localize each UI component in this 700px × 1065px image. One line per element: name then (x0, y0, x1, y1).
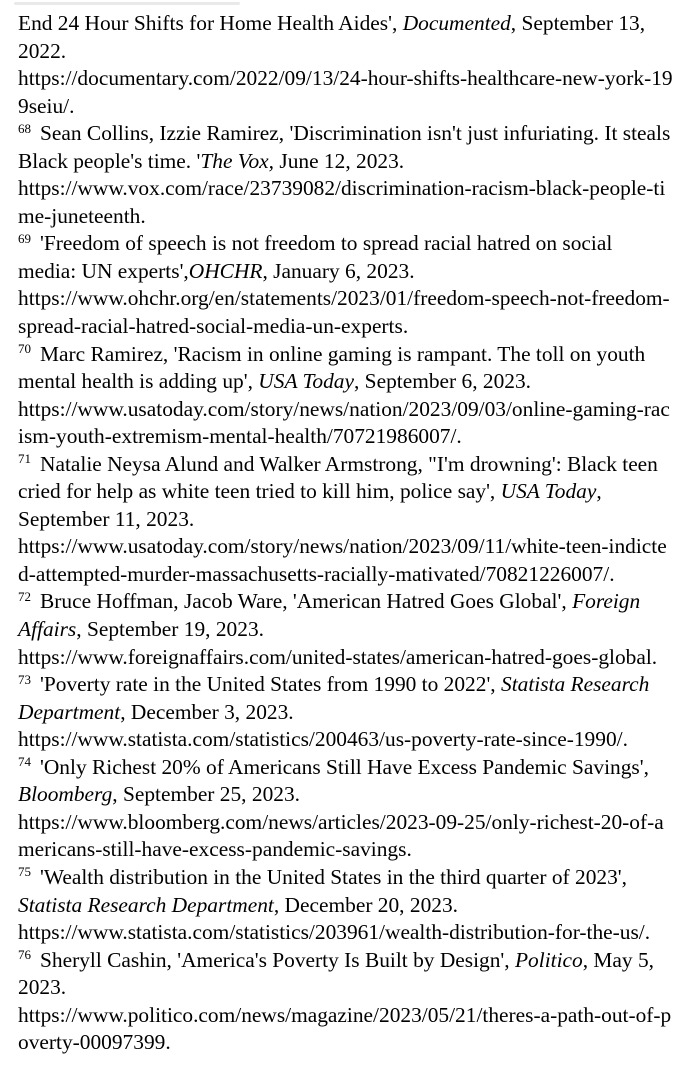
citation-source-name: Statista Research Department (18, 892, 274, 917)
citation-text: , September 11, 2023. (18, 479, 602, 531)
citation-text: Sheryll Cashin, 'America's Poverty Is Built by Design', (40, 947, 515, 972)
citation-source-name: Documented (402, 11, 511, 35)
citation-source-name: OHCHR (188, 258, 263, 283)
citation-text: 'Poverty rate in the United States from 1990 to 2022', (40, 672, 501, 697)
citation-url: https://www.statista.com/statistics/200463/us-poverty-rate-since-1990/. (18, 727, 628, 752)
footnote-number: 75 (18, 864, 31, 880)
citation-url: https://www.usatoday.com/story/news/nation/2023/09/03/online-gaming-racism-youth-extremism-mental-health/70721986007/. (18, 396, 670, 449)
citation (18, 864, 673, 947)
citation (18, 451, 673, 589)
citation-text: Sean Collins, Izzie Ramirez, 'Discrimination isn't just infuriating. It steals Black people's time. ' (18, 121, 671, 173)
citation-text: , December 3, 2023. (120, 699, 294, 724)
citation-text: , September 6, 2023. (353, 369, 532, 394)
footnote-number: 73 (18, 671, 31, 687)
citation-text: Natalie Neysa Alund and Walker Armstrong, "I'm drowning': Black teen cried for help as white teen tried to kill him, police say', (18, 451, 658, 504)
citation-text: , December 20, 2023. (273, 892, 458, 917)
footnote-number: 68 (18, 120, 31, 136)
citation-text: , September 13, 2022. (18, 11, 646, 63)
citation-url: https://www.statista.com/statistics/203961/wealth-distribution-for-the-us/. (18, 920, 651, 945)
citation-text: 'Freedom of speech is not freedom to spread racial hatred on social media: UN experts', (18, 231, 613, 283)
citation-text: 'Only Richest 20% of Americans Still Have Excess Pandemic Savings', (40, 754, 649, 779)
citation-source-name: USA Today (500, 479, 597, 504)
citation-url: https://www.ohchr.org/en/statements/2023/01/freedom-speech-not-freedom-spread-racial-hatred-social-media-un-experts. (18, 286, 670, 339)
footnote-number: 74 (18, 754, 31, 770)
citation-list (18, 10, 673, 1057)
citation-url: https://documentary.com/2022/09/13/24-hour-shifts-healthcare-new-york-199seiu/. (18, 66, 673, 118)
citation-text: End 24 Hour Shifts for Home Health Aides', (18, 11, 403, 35)
footnote-number: 76 (18, 947, 31, 963)
citation (18, 10, 673, 120)
citation-text: 'Wealth distribution in the United States in the third quarter of 2023', (40, 864, 627, 889)
citation (18, 341, 673, 451)
citation-url: https://www.bloomberg.com/news/articles/2023-09-25/only-richest-20-of-americans-still-have-excess-pandemic-savings. (18, 809, 664, 862)
citation-text: , September 19, 2023. (76, 617, 264, 642)
citation-source-name: Politico (514, 947, 583, 972)
top-divider (14, 2, 240, 5)
citation-text: , May 5, 2023. (18, 947, 655, 1000)
citation-source-name: Statista Research Department (18, 672, 650, 724)
citation (18, 754, 673, 864)
footnote-number: 70 (18, 341, 31, 357)
citation-text: , January 6, 2023. (262, 258, 415, 283)
citation-url: https://www.foreignaffairs.com/united-states/american-hatred-goes-global. (18, 644, 658, 669)
citation-url: https://www.usatoday.com/story/news/nation/2023/09/11/white-teen-indicted-attempted-murder-massachusetts-racially-mativated/70821226007/. (18, 534, 667, 586)
footnote-number: 72 (18, 588, 31, 604)
citation (18, 230, 673, 340)
citation-source-name: Bloomberg (18, 782, 113, 807)
citation-text: June 12, 2023. (274, 148, 405, 173)
citation-source-name: Foreign Affairs (18, 589, 641, 642)
citation (18, 588, 673, 671)
citation-text: , September 25, 2023. (112, 782, 300, 807)
citation-url: https://www.politico.com/news/magazine/2023/05/21/theres-a-path-out-of-poverty-00097399. (18, 1002, 672, 1055)
footnote-number: 69 (18, 230, 31, 246)
citation (18, 120, 673, 230)
citation (18, 671, 673, 754)
footnote-number: 71 (18, 451, 31, 467)
citation-text: Marc Ramirez, 'Racism in online gaming is rampant. The toll on youth mental health is adding up', (18, 341, 646, 394)
citation-text: Bruce Hoffman, Jacob Ware, 'American Hatred Goes Global', (40, 589, 573, 614)
citation (18, 947, 673, 1057)
citation-source-name: The Vox, (200, 148, 275, 173)
citation-url: https://www.vox.com/race/23739082/discrimination-racism-black-people-time-juneteenth. (18, 176, 666, 228)
citation-source-name: USA Today (258, 369, 354, 394)
